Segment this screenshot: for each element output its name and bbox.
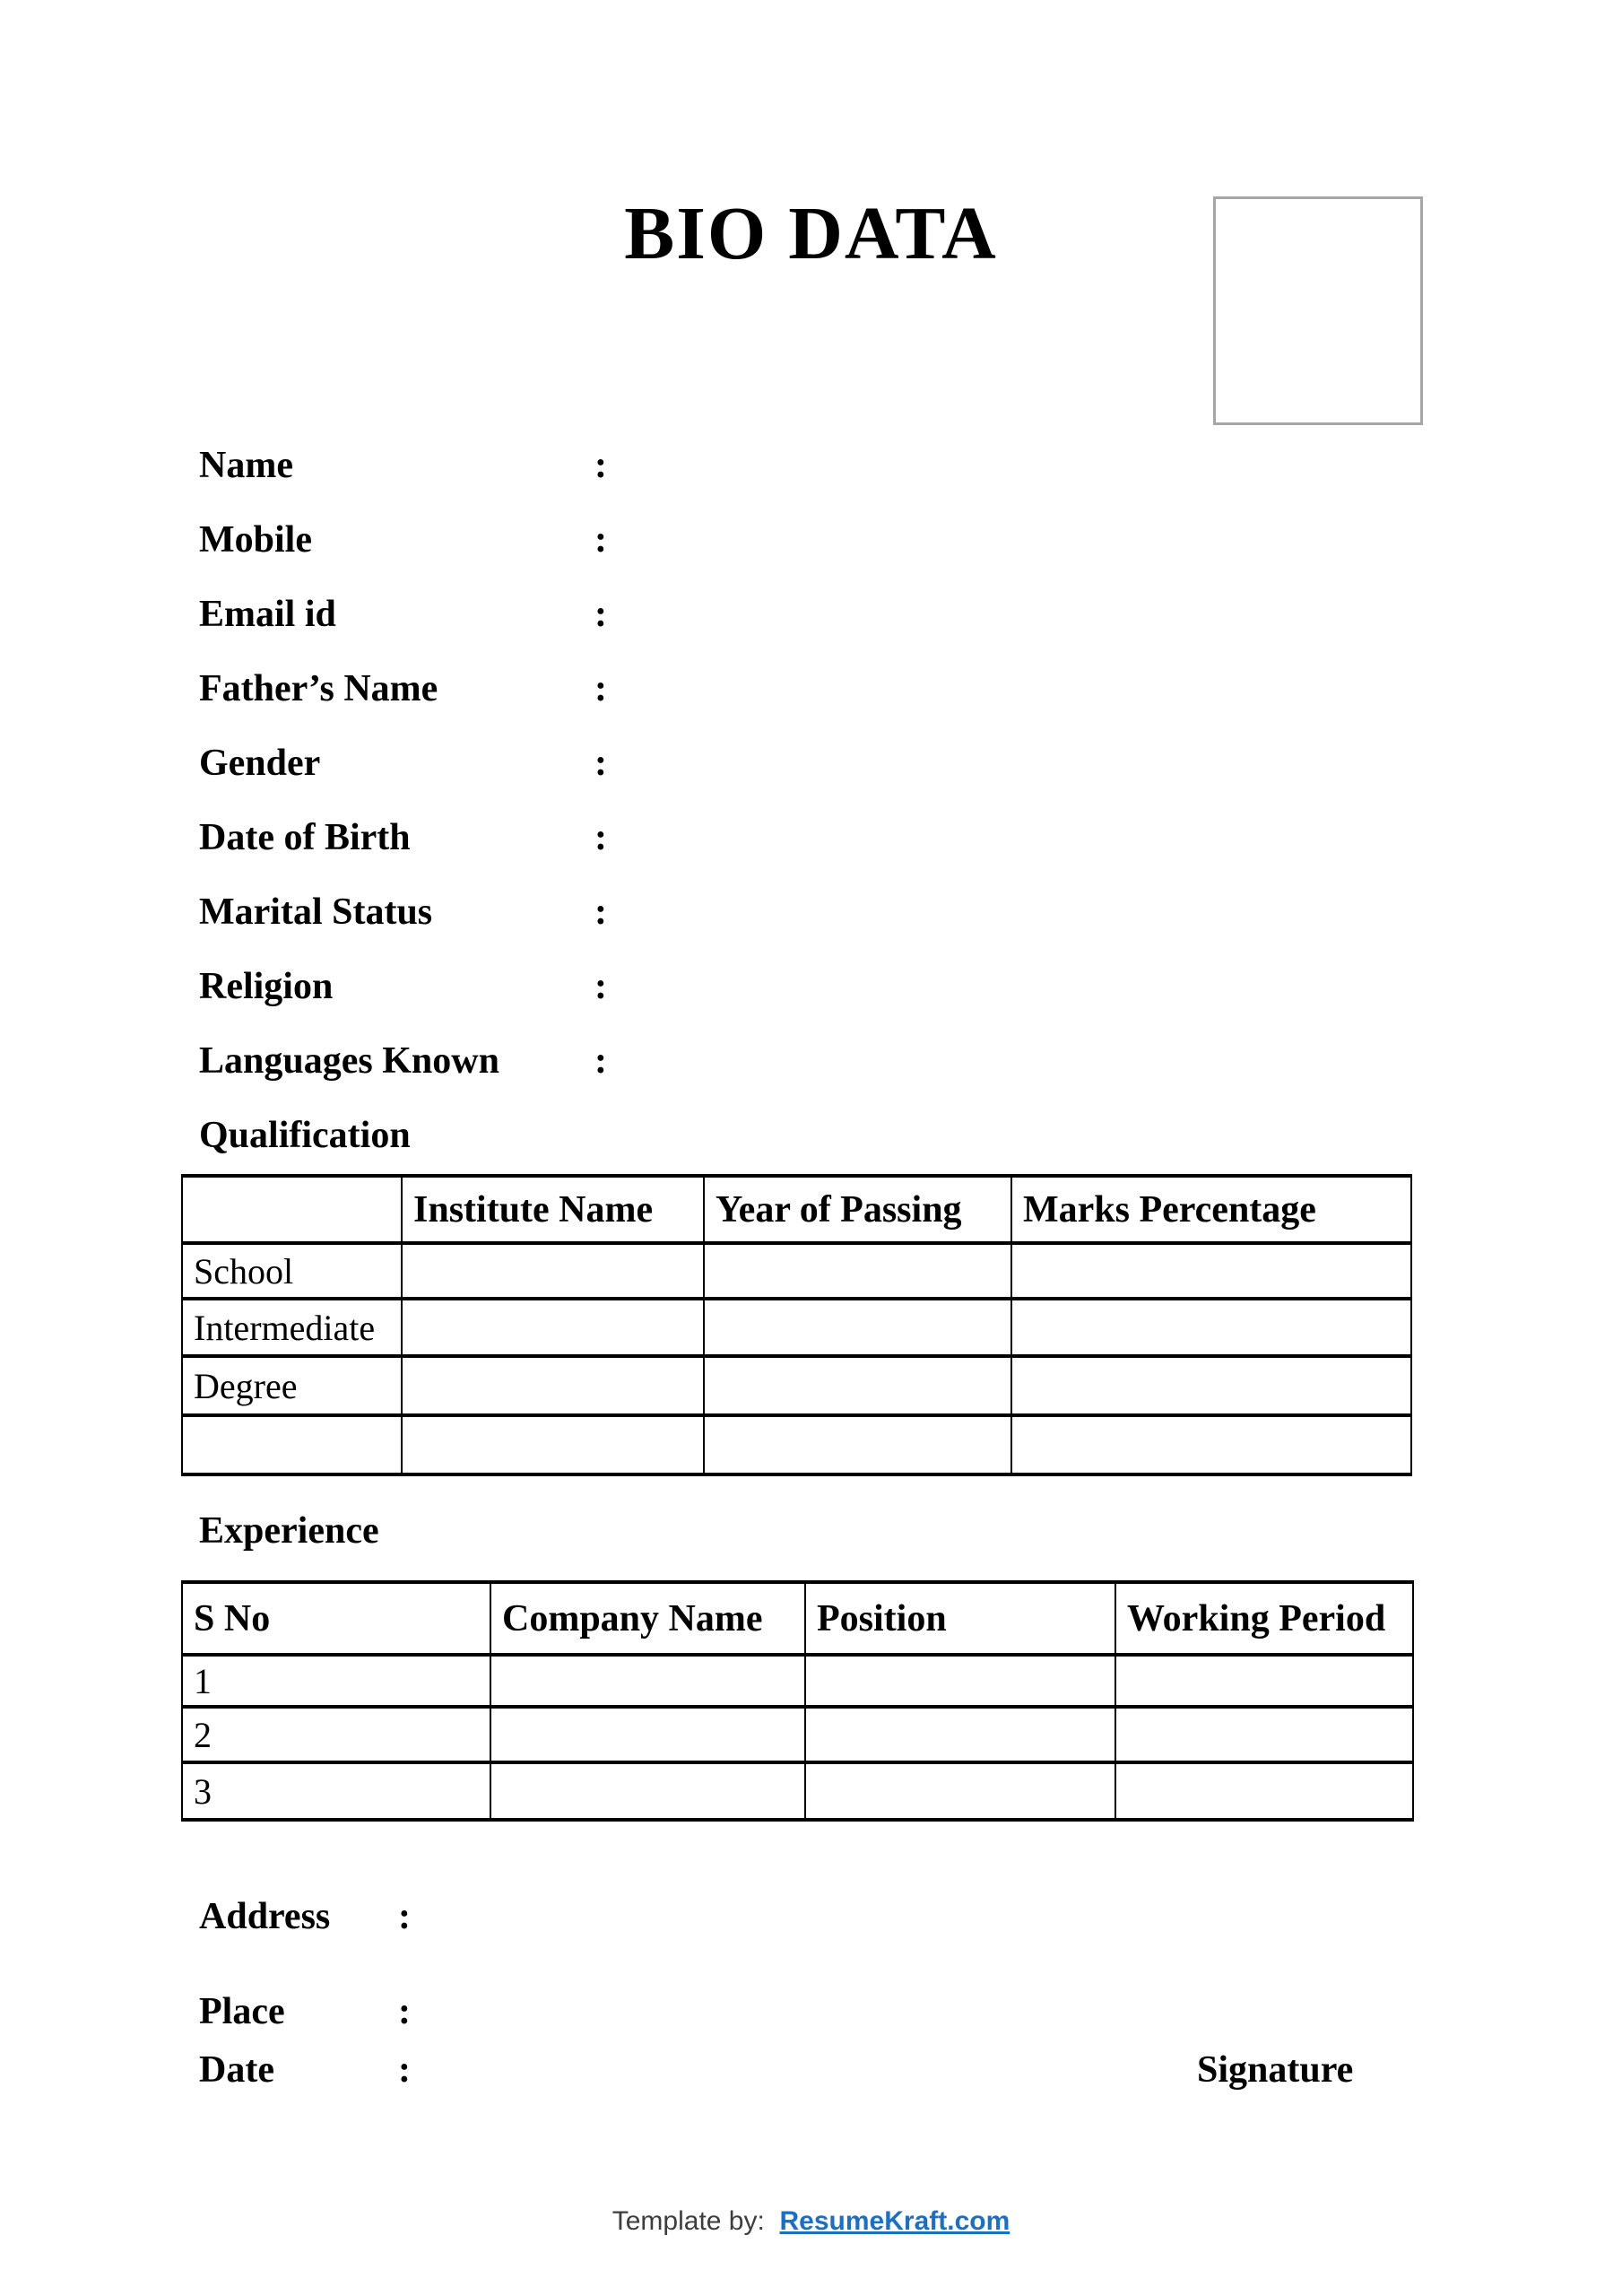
empty-cell — [1115, 1762, 1413, 1820]
qualification-table — [181, 1174, 1412, 1476]
table-row — [182, 1243, 1411, 1299]
empty-cell — [704, 1356, 1011, 1415]
empty-cell — [704, 1243, 1011, 1299]
qualification-header-marks-percentage: Marks Percentage — [1011, 1176, 1411, 1243]
field-row-gender — [199, 737, 607, 789]
field-label: Place — [199, 1991, 285, 2032]
field-label: Father’s Name — [199, 668, 438, 709]
colon-separator: : — [594, 519, 607, 561]
table-header-row — [182, 1176, 1411, 1243]
footer-prefix: Template by: — [612, 2206, 765, 2236]
row-number: 2 — [182, 1707, 490, 1762]
experience-header-company-name: Company Name — [490, 1582, 805, 1655]
colon-separator: : — [594, 1040, 607, 1082]
field-label: Gender — [199, 743, 321, 784]
field-label: Address — [199, 1896, 331, 1937]
empty-cell — [805, 1707, 1115, 1762]
row-number: 3 — [182, 1762, 490, 1820]
field-row-address — [199, 1891, 411, 1943]
page-title: BIO DATA — [624, 192, 998, 275]
empty-cell — [805, 1762, 1115, 1820]
table-row — [182, 1655, 1413, 1707]
empty-cell — [402, 1243, 704, 1299]
colon-separator: : — [594, 668, 607, 709]
footer-credit — [0, 2206, 1622, 2237]
empty-cell — [490, 1762, 805, 1820]
colon-separator: : — [594, 594, 607, 635]
empty-cell — [1115, 1707, 1413, 1762]
empty-cell — [402, 1415, 704, 1474]
experience-header-working-period: Working Period — [1115, 1582, 1413, 1655]
field-label: Name — [199, 445, 293, 486]
table-row — [182, 1415, 1411, 1474]
experience-header-s-no: S No — [182, 1582, 490, 1655]
table-row — [182, 1762, 1413, 1820]
field-label: Date of Birth — [199, 817, 411, 858]
empty-cell — [1011, 1356, 1411, 1415]
field-row-date-of-birth — [199, 812, 607, 864]
table-row — [182, 1356, 1411, 1415]
empty-cell — [1011, 1415, 1411, 1474]
field-label: Mobile — [199, 519, 312, 561]
field-label: Religion — [199, 966, 334, 1007]
field-row-religion — [199, 961, 607, 1013]
photo-placeholder-box — [1213, 196, 1423, 425]
row-label-school: School — [182, 1243, 402, 1299]
qualification-header-institute-name: Institute Name — [402, 1176, 704, 1243]
empty-cell — [1011, 1243, 1411, 1299]
colon-separator: : — [594, 817, 607, 858]
field-label: Marital Status — [199, 891, 433, 933]
empty-cell — [704, 1415, 1011, 1474]
spacer — [772, 2206, 779, 2236]
empty-cell — [490, 1655, 805, 1707]
qualification-header-year-of-passing: Year of Passing — [704, 1176, 1011, 1243]
empty-cell — [402, 1356, 704, 1415]
empty-cell — [402, 1299, 704, 1356]
experience-header-position: Position — [805, 1582, 1115, 1655]
colon-separator: : — [398, 2049, 411, 2091]
empty-cell — [704, 1299, 1011, 1356]
table-header-row — [182, 1582, 1413, 1655]
empty-cell — [1011, 1299, 1411, 1356]
table-row — [182, 1299, 1411, 1356]
field-row-name — [199, 439, 607, 491]
table-row — [182, 1707, 1413, 1762]
field-row-date — [199, 2044, 411, 2096]
field-label: Email id — [199, 594, 336, 635]
field-row-place — [199, 1986, 411, 2038]
row-number: 1 — [182, 1655, 490, 1707]
experience-heading: Experience — [199, 1510, 379, 1552]
field-row-marital-status — [199, 886, 607, 938]
empty-cell — [805, 1655, 1115, 1707]
resumekraft-link[interactable]: ResumeKraft.com — [779, 2206, 1010, 2236]
colon-separator: : — [398, 1991, 411, 2032]
row-label-degree: Degree — [182, 1356, 402, 1415]
signature-label: Signature — [1197, 2049, 1354, 2091]
empty-cell — [182, 1415, 402, 1474]
colon-separator: : — [398, 1896, 411, 1937]
experience-table — [181, 1580, 1414, 1822]
qualification-header-blank — [182, 1176, 402, 1243]
empty-cell — [1115, 1655, 1413, 1707]
colon-separator: : — [594, 966, 607, 1007]
field-row-mobile — [199, 514, 607, 566]
empty-cell — [490, 1707, 805, 1762]
field-row-fathers-name — [199, 663, 607, 715]
qualification-heading: Qualification — [199, 1115, 411, 1156]
colon-separator: : — [594, 743, 607, 784]
colon-separator: : — [594, 445, 607, 486]
field-label: Languages Known — [199, 1040, 499, 1082]
field-label: Date — [199, 2049, 274, 2091]
field-row-email-id — [199, 588, 607, 640]
colon-separator: : — [594, 891, 607, 933]
row-label-intermediate: Intermediate — [182, 1299, 402, 1356]
field-row-languages-known — [199, 1035, 607, 1087]
